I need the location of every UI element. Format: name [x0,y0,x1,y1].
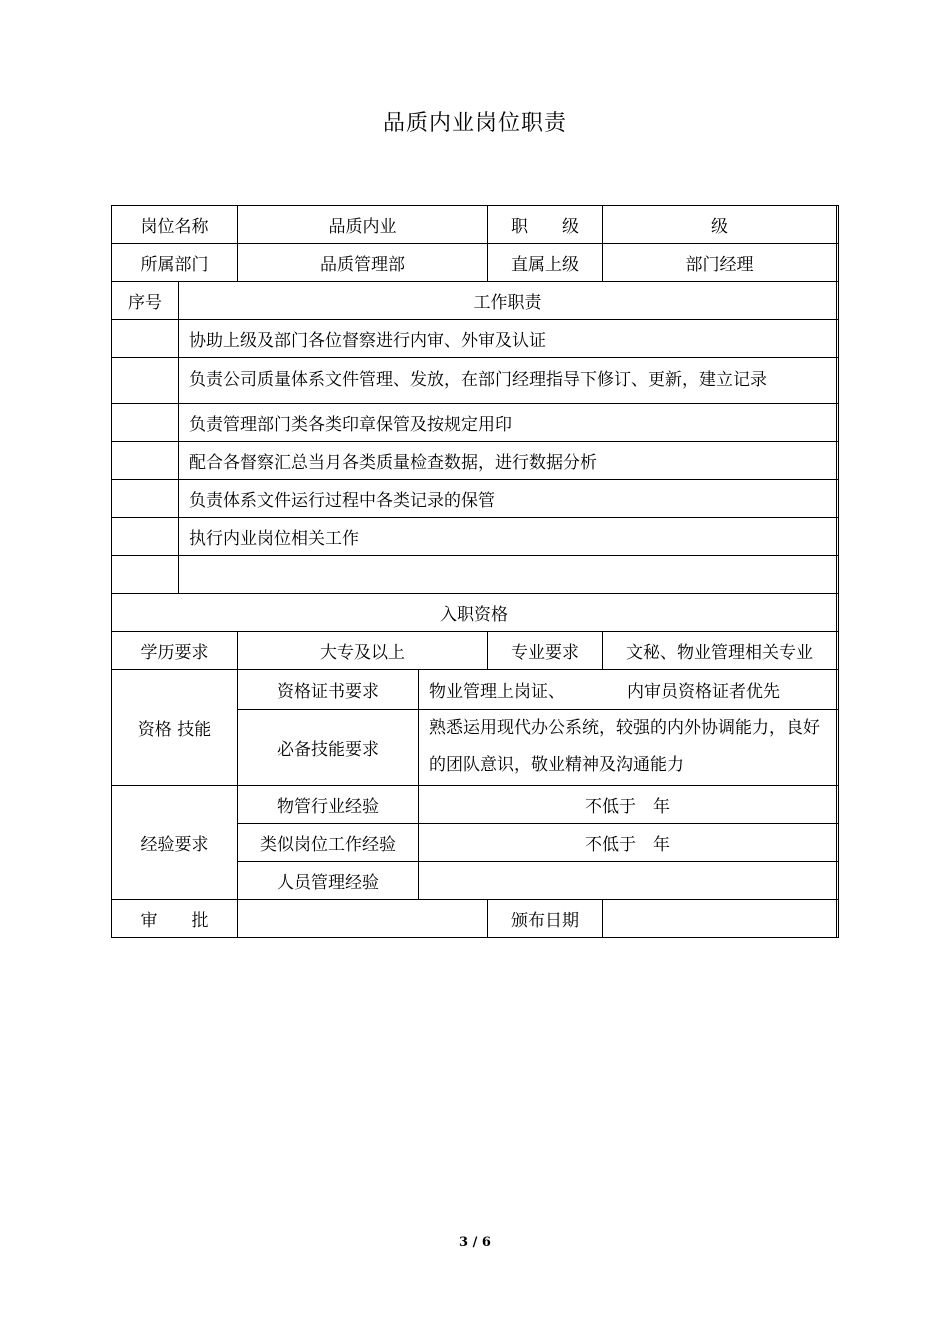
serial-number-header: 序号 [111,281,178,319]
education-label: 学历要求 [111,631,237,669]
certificate-value-b: 内审员资格证者优先 [627,681,780,702]
page-number: 3 / 6 [459,1235,491,1250]
duty-row [111,319,839,357]
certificate-label: 资格证书要求 [237,669,418,709]
experience-item-value: 不低于 年 [418,823,836,861]
experience-label: 经验要求 [111,785,237,899]
row-required-skills [237,709,836,785]
duty-text: 配合各督察汇总当月各类质量检查数据，进行数据分析 [178,441,836,479]
qualification-header: 入职资格 [111,593,836,631]
experience-item-value [418,861,836,899]
row-qualification-header [111,593,839,631]
position-name-value: 品质内业 [237,205,487,243]
row-education [111,631,839,669]
duty-row [111,517,839,555]
duty-text: 协助上级及部门各位督察进行内审、外审及认证 [178,319,836,357]
duty-row [111,441,839,479]
approval-label: 审 批 [111,899,237,937]
duty-header: 工作职责 [178,281,836,319]
certificate-value [418,669,836,709]
approval-value [237,899,487,937]
experience-item [237,861,836,899]
duty-row [111,479,839,517]
duty-text [178,555,836,593]
education-value: 大专及以上 [237,631,487,669]
major-value: 文秘、物业管理相关专业 [602,631,836,669]
duty-row [111,357,839,403]
issue-date-label: 颁布日期 [487,899,602,937]
required-skills-label: 必备技能要求 [237,709,418,785]
row-duty-header [111,281,839,319]
grade-label: 职 级 [487,205,602,243]
duty-text: 负责管理部门类各类印章保管及按规定用印 [178,403,836,441]
row-department [111,243,839,281]
position-name-label: 岗位名称 [111,205,237,243]
experience-item-value: 不低于 年 [418,785,836,823]
grade-value: 级 [602,205,836,243]
supervisor-value: 部门经理 [602,243,836,281]
issue-date-value [602,899,836,937]
major-label: 专业要求 [487,631,602,669]
experience-item-label: 类似岗位工作经验 [237,823,418,861]
duty-text: 负责公司质量体系文件管理、发放，在部门经理指导下修订、更新，建立记录 [178,357,836,403]
certificate-value-a: 物业管理上岗证、 [429,681,565,702]
experience-item [237,823,836,861]
duty-row [111,403,839,441]
duty-text: 负责体系文件运行过程中各类记录的保管 [178,479,836,517]
supervisor-label: 直属上级 [487,243,602,281]
duty-row [111,555,839,593]
required-skills-value: 熟悉运用现代办公系统，较强的内外协调能力，良好的团队意识，敬业精神及沟通能力 [418,709,836,785]
skills-label: 资格 技能 [111,669,237,785]
department-value: 品质管理部 [237,243,487,281]
experience-item [237,785,836,823]
row-approval [111,899,839,937]
page-title: 品质内业岗位职责 [382,111,567,136]
department-label: 所属部门 [111,243,237,281]
duty-text: 执行内业岗位相关工作 [178,517,836,555]
row-position [111,205,839,243]
row-certificate [237,669,836,709]
experience-item-label: 人员管理经验 [237,861,418,899]
experience-item-label: 物管行业经验 [237,785,418,823]
